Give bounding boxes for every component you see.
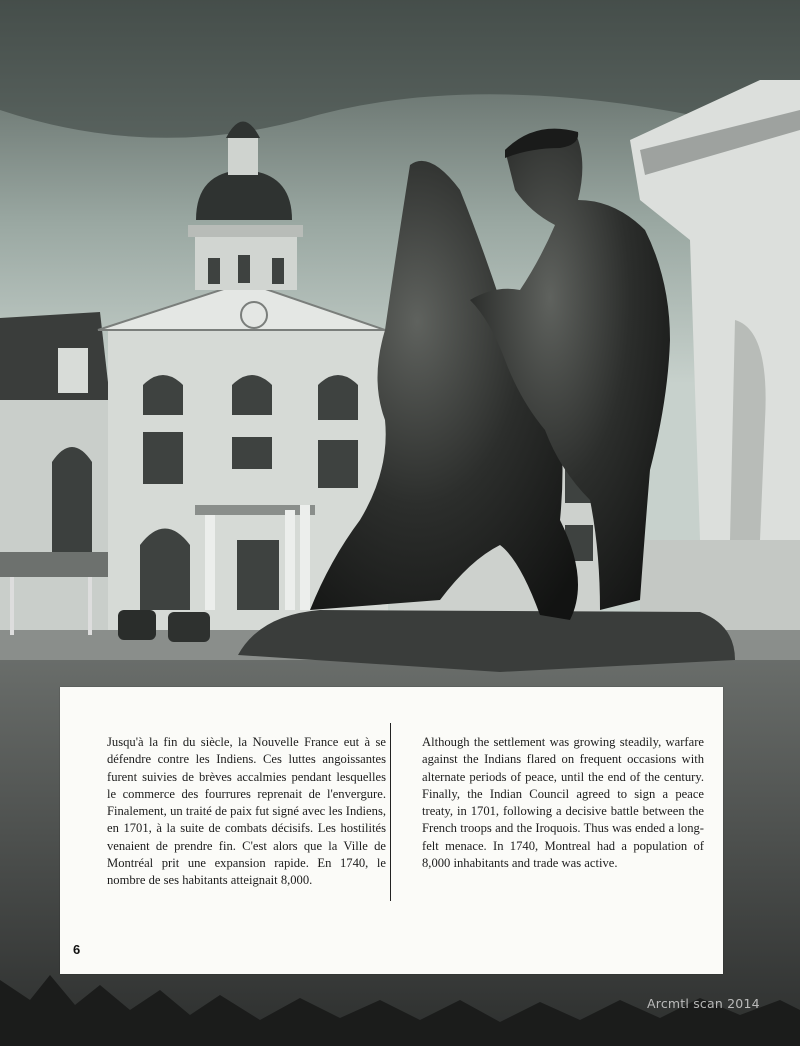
text-panel — [60, 687, 723, 974]
watermark: Arcmtl scan 2014 — [647, 996, 760, 1011]
page-number: 6 — [73, 942, 81, 957]
column-divider — [390, 723, 391, 901]
english-paragraph: Although the settlement was growing steadily, warfare against the Indians flared on frequent occasions with alternate periods of peace, until the end of the century. Finally, the Indian Council agreed to sign a peace treaty, in 1701, following a decisive battle between the French troops and the Iroquois. Thus was ended a long-felt menace. In 1740, Montreal had a population of 8,000 inhabitants and trade was active. — [422, 735, 704, 871]
french-paragraph: Jusqu'à la fin du siècle, la Nouvelle France eut à se défendre contre les Indiens. Ces luttes angoissantes furent suivies de brèves accalmies pendant lesquelles le commerce des fourrures reprenait de l'envergure. Finalement, un traité de paix fut signé avec les Indiens, en 1701, à la suite de combats décisifs. Les hostilités venaient de prendre fin. C'est alors que la Ville de Montréal prit une expansion rapide. En 1740, le nombre de ses habitants atteignait 8,000. — [107, 735, 386, 888]
